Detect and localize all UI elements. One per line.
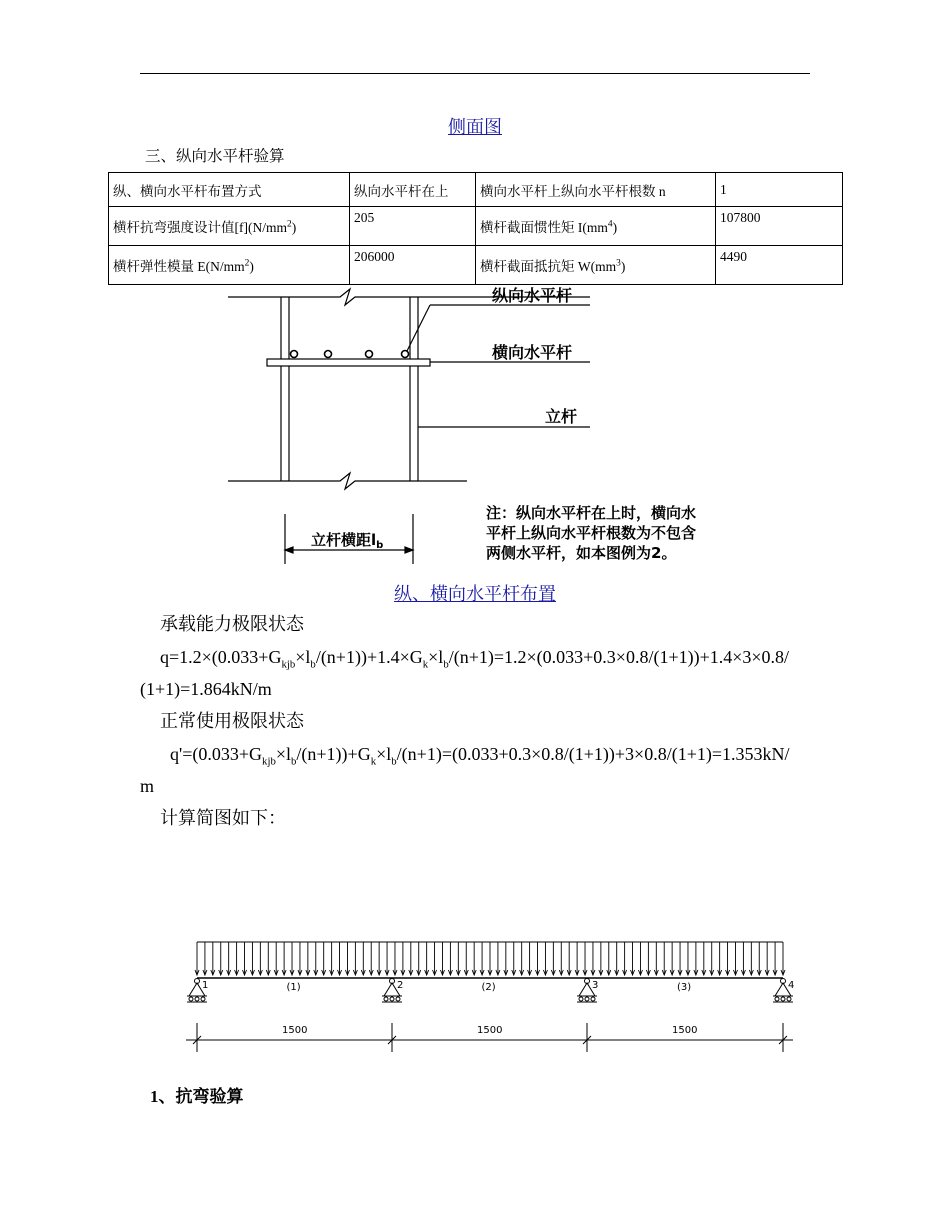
param-label: 纵、横向水平杆布置方式 <box>109 173 350 207</box>
label-upright-spacing: 立杆横距$l_b$ <box>311 531 384 551</box>
params-table <box>108 172 843 285</box>
formula-q-prime-cont: m <box>140 776 155 796</box>
formula-q-cont: (1+1)=1.864kN/m <box>140 679 272 699</box>
span-label: (1) <box>286 982 301 993</box>
span-label: (2) <box>481 982 496 993</box>
param-value: 107800 <box>716 207 843 246</box>
uls-title: 承载能力极限状态 <box>160 614 304 634</box>
bending-check-heading: 1、抗弯验算 <box>150 1087 244 1106</box>
param-label: 横杆弹性模量 $E(N/mm^2)$ <box>109 246 350 285</box>
label-upright: 立杆 <box>545 407 578 426</box>
support-label: 4 <box>788 980 795 991</box>
longitudinal-bar-section <box>291 351 298 358</box>
support-label: 3 <box>592 980 599 991</box>
param-value: 205 <box>350 207 476 246</box>
param-label: 横杆抗弯强度设计值$[f](N/mm^2)$ <box>109 207 350 246</box>
table-row <box>109 173 843 207</box>
sls-title: 正常使用极限状态 <box>160 711 304 731</box>
note-line: 注：纵向水平杆在上时，横向水 <box>486 504 697 522</box>
label-transverse-bar: 横向水平杆 <box>492 343 573 362</box>
diagram-intro: 计算简图如下： <box>160 808 286 828</box>
param-value: 206000 <box>350 246 476 285</box>
span-length-label: 1500 <box>282 1025 308 1036</box>
note-line: 平杆上纵向水平杆根数为不包含 <box>486 524 697 542</box>
param-value: 4490 <box>716 246 843 285</box>
span-length-label: 1500 <box>477 1025 503 1036</box>
span-label: (3) <box>677 982 692 993</box>
table-row <box>109 246 843 285</box>
longitudinal-bar-section <box>366 351 373 358</box>
span-length-label: 1500 <box>672 1025 698 1036</box>
param-value: 纵向水平杆在上 <box>350 173 476 207</box>
param-value: 1 <box>716 173 843 207</box>
param-label: 横向水平杆上纵向水平杆根数 n <box>476 173 716 207</box>
beam-calc-diagram <box>0 930 950 1060</box>
table-row <box>109 207 843 246</box>
scaffold-layout-diagram <box>0 280 950 580</box>
param-label: 横杆截面惯性矩 $I(mm^4)$ <box>476 207 716 246</box>
layout-caption[interactable]: 纵、横向水平杆布置 <box>394 584 556 604</box>
side-view-caption[interactable]: 侧面图 <box>448 117 502 137</box>
param-label: 横杆截面抵抗矩 $W(mm^3)$ <box>476 246 716 285</box>
section-title: 三、纵向水平杆验算 <box>145 148 285 165</box>
support-label: 1 <box>202 980 209 991</box>
formula-q-prime: $q'=(0.033+G_{kjb}\times l_b/(n+1))+G_k\times l_b/(n+1)=(0.033+0.3\times 0.8/(1+1))+3\times 0.8/(1+1)=1.353kN/$ <box>170 744 790 768</box>
header-rule <box>140 73 810 74</box>
label-longitudinal-bar: 纵向水平杆 <box>492 286 573 305</box>
longitudinal-bar-section <box>325 351 332 358</box>
longitudinal-bar-section <box>402 351 409 358</box>
formula-q: $q=1.2\times(0.033+G_{kjb}\times l_b/(n+1))+1.4\times G_k\times l_b/(n+1)=1.2\times(0.033+0.3\times 0.8/(1+1))+1.4\times 3\times 0.8/$ <box>160 647 790 671</box>
note-line: 两侧水平杆，如本图例为2。 <box>486 544 677 562</box>
support-label: 2 <box>397 980 404 991</box>
